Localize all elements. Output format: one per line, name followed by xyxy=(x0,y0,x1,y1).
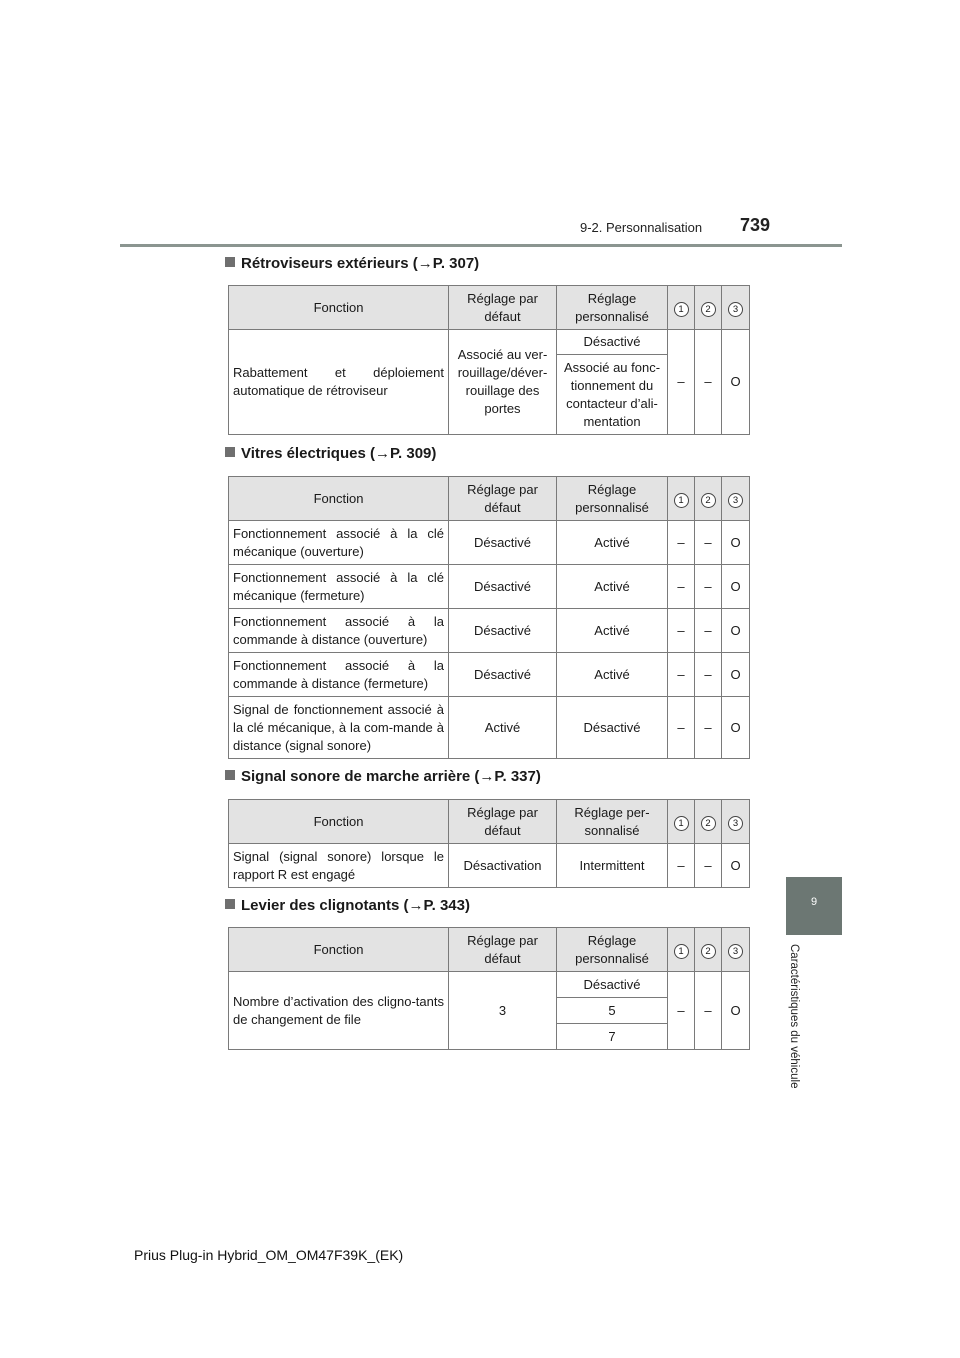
col-header-defaut: Réglage par défaut xyxy=(449,928,557,972)
cell-defaut: Désactivation xyxy=(449,844,557,888)
cell-c2: – xyxy=(695,653,722,697)
col-header-perso: Réglage personnalisé xyxy=(557,477,668,521)
col-header-fonction: Fonction xyxy=(229,477,449,521)
cell-perso-option: Désactivé xyxy=(557,330,668,355)
cell-fonction: Signal (signal sonore) lorsque le rapport R est engagé xyxy=(229,844,449,888)
cell-c1: – xyxy=(668,844,695,888)
col-header-3: 3 xyxy=(722,928,750,972)
col-header-2: 2 xyxy=(695,800,722,844)
col-header-2: 2 xyxy=(695,477,722,521)
cell-c2: – xyxy=(695,565,722,609)
cell-fonction: Nombre d’activation des cligno-tants de changement de file xyxy=(229,972,449,1050)
cell-defaut: Associé au ver-rouillage/déver-rouillage des portes xyxy=(449,330,557,435)
cell-perso-option: 5 xyxy=(557,998,668,1024)
cell-c3: O xyxy=(722,521,750,565)
table-retroviseurs xyxy=(228,285,750,435)
col-header-perso: Réglage personnalisé xyxy=(557,928,668,972)
cell-perso: Désactivé xyxy=(557,697,668,759)
col-header-perso: Réglage personnalisé xyxy=(557,286,668,330)
col-header-defaut: Réglage par défaut xyxy=(449,286,557,330)
col-header-defaut: Réglage par défaut xyxy=(449,800,557,844)
table-row xyxy=(229,972,750,998)
col-header-2: 2 xyxy=(695,928,722,972)
table-header-row xyxy=(229,477,750,521)
table-row xyxy=(229,521,750,565)
square-bullet-icon xyxy=(225,257,235,267)
col-header-1: 1 xyxy=(668,286,695,330)
cell-fonction: Rabattement et déploiement automatique de rétroviseur xyxy=(229,330,449,435)
cell-c2: – xyxy=(695,521,722,565)
cell-c2: – xyxy=(695,972,722,1050)
cell-c3: O xyxy=(722,330,750,435)
cell-perso: Activé xyxy=(557,521,668,565)
page-number: 739 xyxy=(740,215,771,235)
square-bullet-icon xyxy=(225,899,235,909)
section-heading-retroviseurs: Rétroviseurs extérieurs (→P. 307) xyxy=(225,255,479,272)
table-row xyxy=(229,844,750,888)
col-header-fonction: Fonction xyxy=(229,800,449,844)
cell-c1: – xyxy=(668,697,695,759)
cell-perso-option: Associé au fonc-tionnement du contacteur d’ali-mentation xyxy=(557,355,668,435)
table-header-row xyxy=(229,928,750,972)
cell-defaut: Désactivé xyxy=(449,521,557,565)
cell-c3: O xyxy=(722,565,750,609)
cell-perso-option: 7 xyxy=(557,1024,668,1050)
cell-c2: – xyxy=(695,697,722,759)
cell-c3: O xyxy=(722,844,750,888)
footer-document-id: Prius Plug-in Hybrid_OM_OM47F39K_(EK) xyxy=(134,1247,404,1263)
square-bullet-icon xyxy=(225,770,235,780)
cell-c1: – xyxy=(668,972,695,1050)
col-header-1: 1 xyxy=(668,800,695,844)
cell-defaut: 3 xyxy=(449,972,557,1050)
table-row xyxy=(229,609,750,653)
cell-c2: – xyxy=(695,609,722,653)
section-heading-vitres: Vitres électriques (→P. 309) xyxy=(225,445,436,462)
section-heading-clignotants: Levier des clignotants (→P. 343) xyxy=(225,897,470,914)
table-row xyxy=(229,653,750,697)
cell-defaut: Désactivé xyxy=(449,565,557,609)
cell-c1: – xyxy=(668,330,695,435)
table-header-row xyxy=(229,800,750,844)
table-header-row xyxy=(229,286,750,330)
chapter-tab: 9 xyxy=(786,877,842,935)
col-header-perso: Réglage per-sonnalisé xyxy=(557,800,668,844)
table-signal-sonore xyxy=(228,799,750,888)
col-header-2: 2 xyxy=(695,286,722,330)
cell-fonction: Fonctionnement associé à la clé mécanique (ouverture) xyxy=(229,521,449,565)
cell-fonction: Signal de fonctionnement associé à la clé mécanique, à la com-mande à distance (signal sonore) xyxy=(229,697,449,759)
cell-c2: – xyxy=(695,330,722,435)
cell-c1: – xyxy=(668,609,695,653)
cell-c1: – xyxy=(668,653,695,697)
table-vitres xyxy=(228,476,750,759)
table-clignotants xyxy=(228,927,750,1050)
col-header-3: 3 xyxy=(722,286,750,330)
col-header-3: 3 xyxy=(722,800,750,844)
cell-c2: – xyxy=(695,844,722,888)
table-row xyxy=(229,697,750,759)
col-header-fonction: Fonction xyxy=(229,286,449,330)
cell-c1: – xyxy=(668,565,695,609)
cell-perso: Activé xyxy=(557,565,668,609)
col-header-1: 1 xyxy=(668,477,695,521)
cell-fonction: Fonctionnement associé à la commande à distance (ouverture) xyxy=(229,609,449,653)
cell-fonction: Fonctionnement associé à la commande à distance (fermeture) xyxy=(229,653,449,697)
chapter-label: Caractéristiques du véhicule xyxy=(788,944,800,1089)
col-header-1: 1 xyxy=(668,928,695,972)
header-divider xyxy=(120,244,842,247)
cell-c3: O xyxy=(722,972,750,1050)
cell-c3: O xyxy=(722,609,750,653)
square-bullet-icon xyxy=(225,447,235,457)
cell-perso: Activé xyxy=(557,653,668,697)
cell-perso: Intermittent xyxy=(557,844,668,888)
section-heading-signal-sonore: Signal sonore de marche arrière (→P. 337) xyxy=(225,768,541,785)
table-row xyxy=(229,565,750,609)
table-row xyxy=(229,330,750,355)
cell-defaut: Désactivé xyxy=(449,653,557,697)
col-header-fonction: Fonction xyxy=(229,928,449,972)
cell-fonction: Fonctionnement associé à la clé mécanique (fermeture) xyxy=(229,565,449,609)
cell-defaut: Désactivé xyxy=(449,609,557,653)
cell-defaut: Activé xyxy=(449,697,557,759)
section-title: 9-2. Personnalisation xyxy=(580,220,703,235)
col-header-3: 3 xyxy=(722,477,750,521)
cell-c1: – xyxy=(668,521,695,565)
cell-perso: Activé xyxy=(557,609,668,653)
cell-c3: O xyxy=(722,653,750,697)
col-header-defaut: Réglage par défaut xyxy=(449,477,557,521)
cell-c3: O xyxy=(722,697,750,759)
cell-perso-option: Désactivé xyxy=(557,972,668,998)
